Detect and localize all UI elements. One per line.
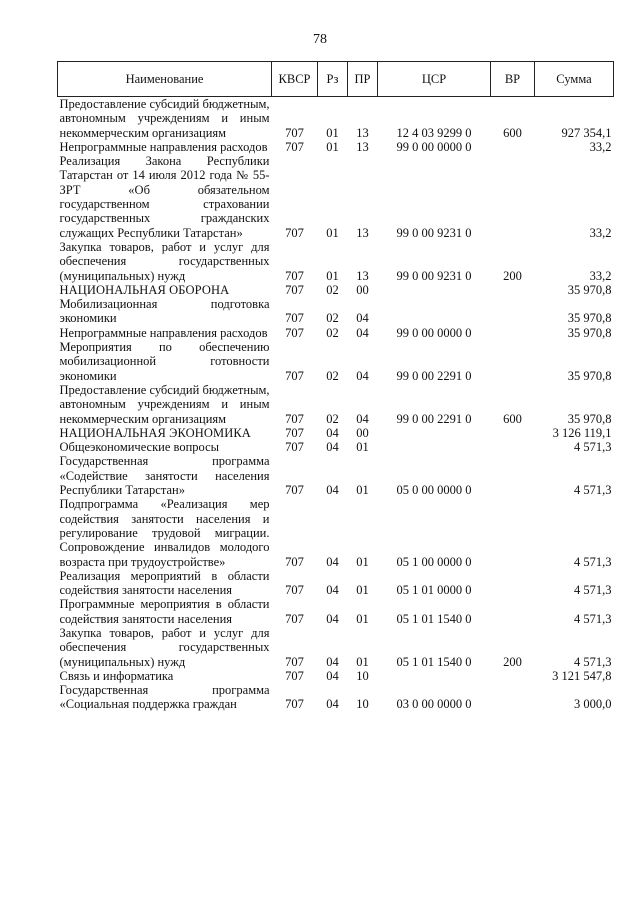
cell-name: Связь и информатика [59, 668, 174, 683]
cell-name: Закупка товаров, работ и услуг для обеспечения государственных (муниципальных) нужд [59, 239, 270, 283]
cell-kvsr: 707 [285, 139, 304, 154]
cell-pr: 04 [356, 325, 369, 340]
cell-rz: 01 [326, 139, 339, 154]
cell-csr [378, 669, 491, 683]
cell-sum: 35 970,8 [567, 311, 612, 326]
cell-csr: 05 0 00 0000 0 [396, 483, 472, 498]
cell-rz: 04 [326, 483, 339, 498]
table-row [58, 669, 614, 683]
cell-sum: 35 970,8 [567, 325, 612, 340]
table-body [58, 97, 614, 712]
cell-name: Предоставление субсидий бюджетным, автономным учреждениям и иным некоммерческим организациям [59, 97, 270, 140]
cell-sum: 4 571,3 [574, 440, 612, 455]
cell-sum: 3 121 547,8 [552, 668, 612, 683]
cell-name: НАЦИОНАЛЬНАЯ ОБОРОНА [59, 282, 230, 297]
cell-rz: 04 [326, 425, 339, 440]
cell-sum: 33,2 [589, 139, 612, 154]
table-row [58, 340, 614, 383]
cell-name: Программные мероприятия в области содействия занятости населения [59, 597, 270, 626]
cell-vr [491, 497, 535, 568]
cell-name: Государственная программа «Социальная поддержка граждан [59, 683, 270, 712]
cell-pr: 01 [356, 611, 369, 626]
table-row [58, 569, 614, 598]
cell-pr: 10 [356, 668, 369, 683]
cell-vr [491, 340, 535, 383]
cell-vr: 200 [503, 654, 522, 669]
cell-vr [491, 440, 535, 454]
cell-name: Непрограммные направления расходов [59, 139, 268, 154]
cell-vr [491, 683, 535, 712]
cell-kvsr: 707 [285, 411, 304, 426]
cell-sum: 3 000,0 [574, 697, 612, 712]
table-row [58, 154, 614, 240]
cell-sum: 4 571,3 [574, 654, 612, 669]
cell-rz: 01 [326, 268, 339, 283]
cell-kvsr: 707 [285, 125, 304, 140]
cell-kvsr: 707 [285, 583, 304, 598]
table-row [58, 440, 614, 454]
cell-csr [378, 440, 491, 454]
cell-vr [491, 283, 535, 297]
header-csr: ЦСР [378, 62, 491, 97]
cell-csr: 12 4 03 9299 0 [396, 125, 472, 140]
cell-sum: 4 571,3 [574, 554, 612, 569]
table-row [58, 383, 614, 426]
cell-name: Мобилизационная подготовка экономики [59, 297, 270, 326]
cell-csr: 99 0 00 2291 0 [396, 411, 472, 426]
cell-sum: 35 970,8 [567, 411, 612, 426]
table-header-row [58, 62, 614, 97]
cell-vr: 600 [503, 125, 522, 140]
cell-pr: 04 [356, 368, 369, 383]
header-name: Наименование [58, 62, 272, 97]
cell-name: Предоставление субсидий бюджетным, автономным учреждениям и иным некоммерческим организациям [59, 382, 270, 426]
cell-pr: 01 [356, 483, 369, 498]
cell-rz: 04 [326, 654, 339, 669]
cell-name: Мероприятия по обеспечению мобилизационной готовности экономики [59, 340, 270, 383]
cell-kvsr: 707 [285, 325, 304, 340]
cell-kvsr: 707 [285, 697, 304, 712]
table-row [58, 497, 614, 568]
cell-vr [491, 669, 535, 683]
header-vr: ВР [491, 62, 535, 97]
cell-pr: 13 [356, 225, 369, 240]
cell-rz: 04 [326, 554, 339, 569]
table-row [58, 454, 614, 497]
table-row [58, 597, 614, 626]
cell-pr: 13 [356, 139, 369, 154]
cell-vr: 200 [503, 268, 522, 283]
cell-csr: 99 0 00 0000 0 [396, 139, 472, 154]
page-number: 78 [313, 32, 327, 47]
cell-pr: 00 [356, 425, 369, 440]
cell-rz: 01 [326, 125, 339, 140]
cell-name: Реализация мероприятий в области содействия занятости населения [59, 568, 270, 598]
cell-kvsr: 707 [285, 554, 304, 569]
budget-table [57, 61, 614, 712]
cell-name: Государственная программа «Содействие занятости населения Республики Татарстан» [59, 454, 270, 498]
table-row [58, 426, 614, 440]
cell-pr: 04 [356, 311, 369, 326]
cell-pr: 01 [356, 654, 369, 669]
cell-csr: 99 0 00 2291 0 [396, 368, 472, 383]
cell-kvsr: 707 [285, 268, 304, 283]
cell-pr: 01 [356, 583, 369, 598]
table-row [58, 140, 614, 154]
table-row [58, 97, 614, 140]
cell-pr: 00 [356, 282, 369, 297]
cell-name: Закупка товаров, работ и услуг для обеспечения государственных (муниципальных) нужд [59, 625, 270, 669]
cell-kvsr: 707 [285, 611, 304, 626]
cell-sum: 33,2 [589, 225, 612, 240]
cell-csr: 99 0 00 0000 0 [396, 325, 472, 340]
cell-sum: 33,2 [589, 268, 612, 283]
cell-pr: 13 [356, 268, 369, 283]
cell-csr: 05 1 01 0000 0 [396, 583, 472, 598]
cell-rz: 04 [326, 611, 339, 626]
cell-name: Реализация Закона Республики Татарстан от 14 июля 2012 года № 55-ЗРТ «Об обязательном государственном страховании государственных гражданских служащих Республики Татарстан» [59, 154, 270, 240]
cell-pr: 04 [356, 411, 369, 426]
cell-vr [491, 154, 535, 240]
cell-vr [491, 569, 535, 598]
cell-vr [491, 597, 535, 626]
cell-pr: 01 [356, 554, 369, 569]
cell-rz: 02 [326, 411, 339, 426]
cell-sum: 4 571,3 [574, 611, 612, 626]
cell-name: Непрограммные направления расходов [59, 325, 268, 340]
cell-csr [378, 297, 491, 326]
cell-kvsr: 707 [285, 425, 304, 440]
cell-name: НАЦИОНАЛЬНАЯ ЭКОНОМИКА [59, 425, 251, 440]
cell-rz: 02 [326, 282, 339, 297]
cell-sum: 35 970,8 [567, 282, 612, 297]
header-kvsr: КВСР [272, 62, 318, 97]
cell-sum: 3 126 119,1 [552, 425, 612, 440]
cell-csr: 05 1 01 1540 0 [396, 654, 472, 669]
cell-vr [491, 426, 535, 440]
cell-kvsr: 707 [285, 654, 304, 669]
cell-vr: 600 [503, 411, 522, 426]
cell-sum: 927 354,1 [561, 125, 612, 140]
cell-csr: 03 0 00 0000 0 [396, 697, 472, 712]
header-rz: Рз [318, 62, 348, 97]
cell-csr: 99 0 00 9231 0 [396, 225, 472, 240]
cell-sum: 35 970,8 [567, 368, 612, 383]
cell-kvsr: 707 [285, 282, 304, 297]
cell-rz: 02 [326, 311, 339, 326]
cell-rz: 04 [326, 697, 339, 712]
header-sum: Сумма [535, 62, 614, 97]
header-pr: ПР [348, 62, 378, 97]
cell-csr: 05 1 01 1540 0 [396, 611, 472, 626]
cell-rz: 04 [326, 668, 339, 683]
cell-pr: 10 [356, 697, 369, 712]
cell-rz: 01 [326, 225, 339, 240]
cell-vr [491, 297, 535, 326]
cell-csr: 05 1 00 0000 0 [396, 554, 472, 569]
cell-rz: 04 [326, 440, 339, 455]
table-row [58, 326, 614, 340]
table-row [58, 283, 614, 297]
cell-kvsr: 707 [285, 311, 304, 326]
table-row [58, 683, 614, 712]
table-row [58, 297, 614, 326]
cell-sum: 4 571,3 [574, 483, 612, 498]
cell-kvsr: 707 [285, 440, 304, 455]
cell-rz: 02 [326, 368, 339, 383]
cell-rz: 02 [326, 325, 339, 340]
table-row [58, 626, 614, 669]
cell-sum: 4 571,3 [574, 583, 612, 598]
cell-pr: 13 [356, 125, 369, 140]
cell-vr [491, 454, 535, 497]
cell-name: Общеэкономические вопросы [59, 440, 220, 455]
cell-pr: 01 [356, 440, 369, 455]
cell-vr [491, 140, 535, 154]
cell-kvsr: 707 [285, 225, 304, 240]
table-row [58, 240, 614, 283]
cell-rz: 04 [326, 583, 339, 598]
cell-kvsr: 707 [285, 668, 304, 683]
cell-csr: 99 0 00 9231 0 [396, 268, 472, 283]
cell-csr [378, 426, 491, 440]
cell-vr [491, 326, 535, 340]
cell-kvsr: 707 [285, 368, 304, 383]
cell-csr [378, 283, 491, 297]
cell-kvsr: 707 [285, 483, 304, 498]
cell-name: Подпрограмма «Реализация мер содействия занятости населения и регулирование трудовой миграции. Сопровождение инвалидов молодого возраста при трудоустройстве» [59, 497, 270, 569]
